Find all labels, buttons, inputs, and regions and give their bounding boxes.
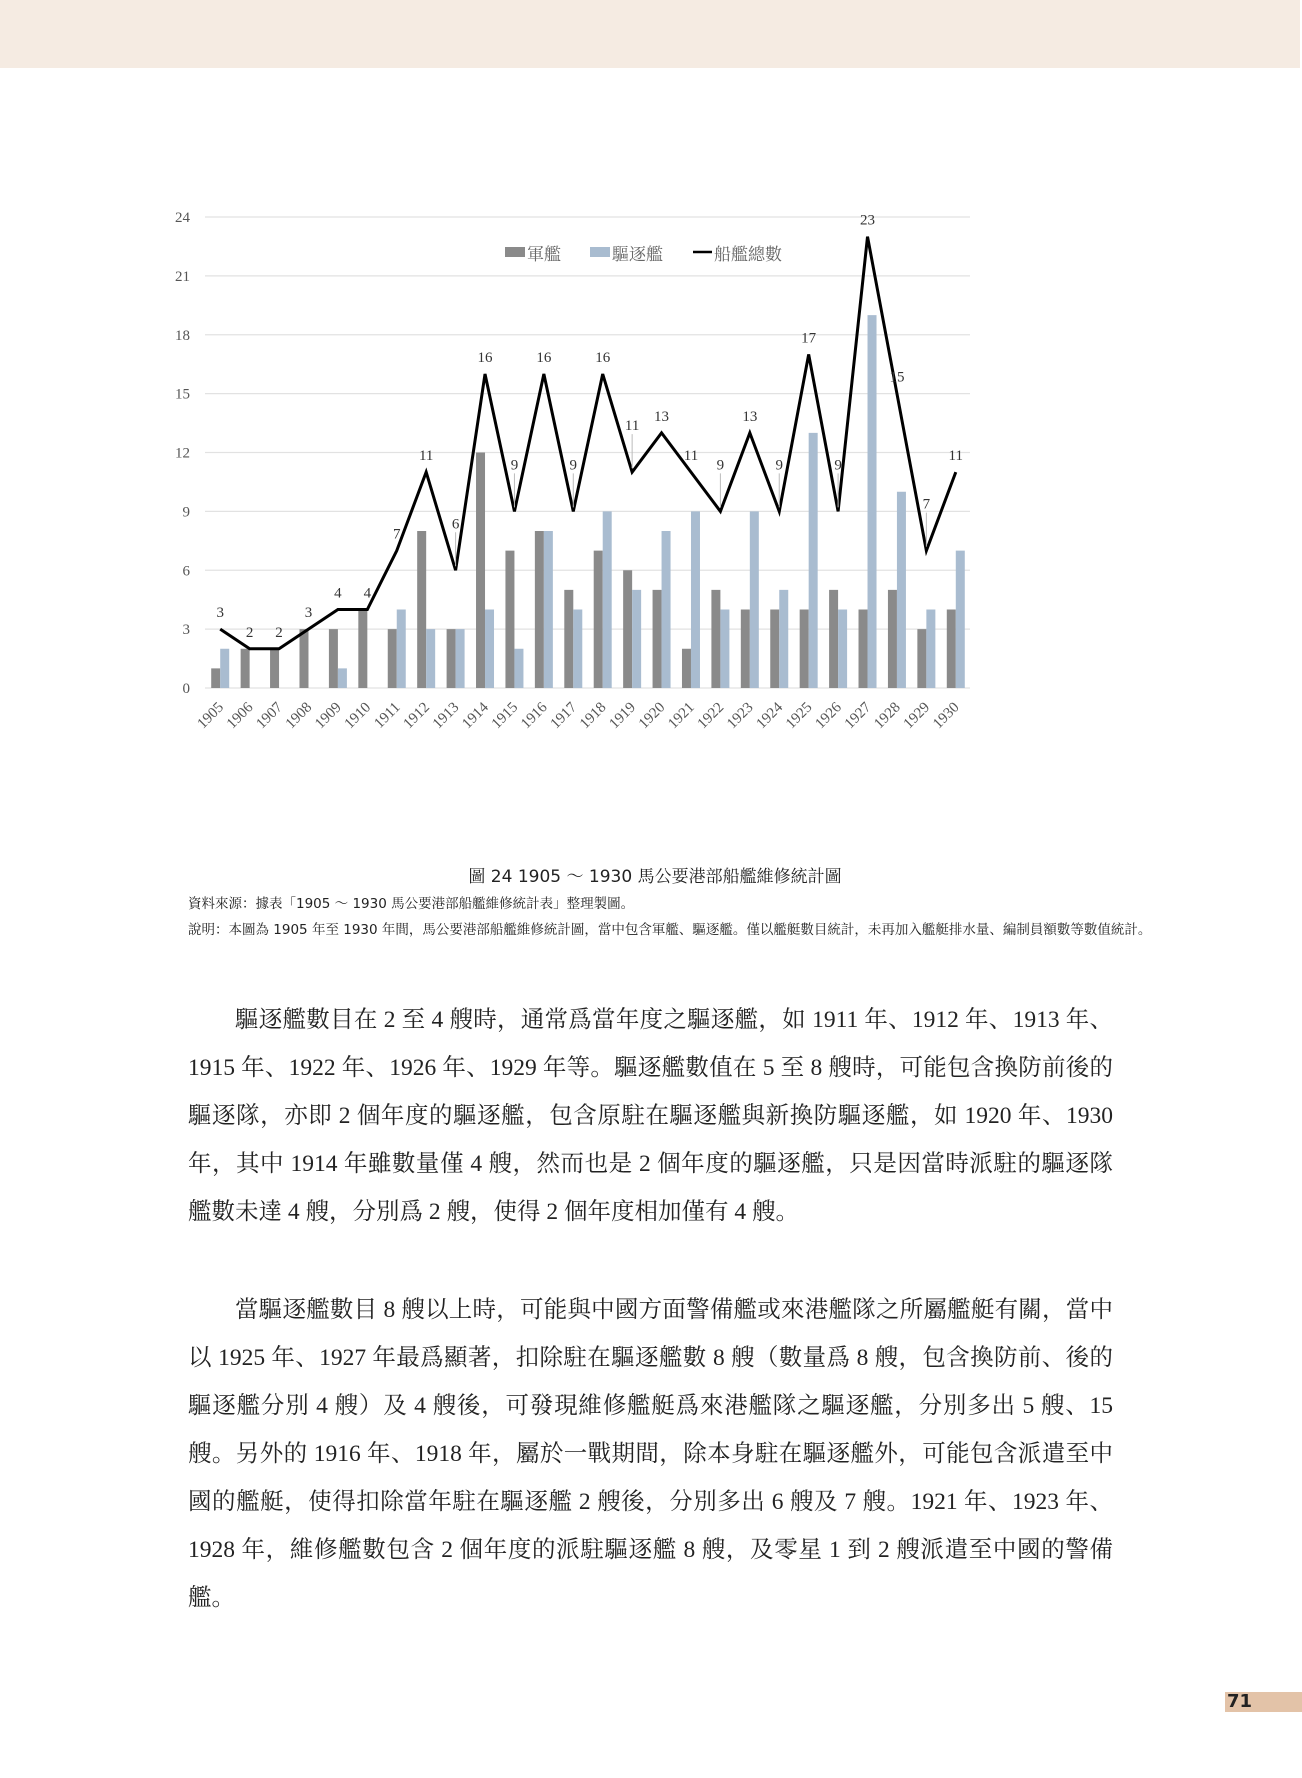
y-tick-label: 24 bbox=[175, 210, 190, 226]
data-label: 11 bbox=[418, 448, 434, 465]
x-tick-label: 1906 bbox=[223, 699, 257, 733]
legend-label-total: 船艦總數 bbox=[714, 245, 782, 265]
y-tick-label: 15 bbox=[175, 386, 190, 403]
bar-destroyer bbox=[514, 649, 523, 688]
chart-canvas bbox=[175, 210, 1130, 855]
data-label: 3 bbox=[304, 605, 313, 622]
x-tick-label: 1928 bbox=[871, 699, 904, 733]
data-label: 7 bbox=[393, 526, 401, 543]
bar-warship bbox=[711, 590, 720, 688]
bar-destroyer bbox=[544, 531, 553, 688]
x-tick-label: 1924 bbox=[753, 699, 787, 733]
bar-warship bbox=[447, 629, 456, 688]
data-label: 16 bbox=[536, 350, 552, 366]
x-tick-label: 1923 bbox=[724, 699, 757, 733]
y-tick-label: 0 bbox=[182, 681, 190, 697]
figure-description: 說明：本圖為 1905 年至 1930 年間，馬公要港部船艦維修統計圖，當中包含軍艦、驅逐艦。僅以艦艇數目統計，未再加入艦艇排水量、編制員額數等數值統計。 bbox=[188, 922, 1152, 938]
x-tick-label: 1922 bbox=[694, 699, 728, 733]
x-tick-label: 1911 bbox=[371, 699, 404, 732]
legend-swatch-warship bbox=[505, 247, 525, 257]
legend-label-destroyer: 驅逐艦 bbox=[612, 245, 663, 265]
bar-warship bbox=[682, 649, 691, 688]
total-series-line bbox=[220, 237, 956, 649]
bar-warship bbox=[770, 610, 779, 689]
bar-warship bbox=[211, 668, 220, 688]
figure-source: 資料來源：據表「1905 ～ 1930 馬公要港部船艦維修統計表」整理製圖。 bbox=[188, 896, 635, 912]
bar-destroyer bbox=[779, 590, 788, 688]
bar-warship bbox=[358, 610, 367, 689]
body-paragraph-1 bbox=[188, 996, 1113, 1236]
data-label: 16 bbox=[595, 350, 611, 366]
data-label: 15 bbox=[889, 369, 905, 386]
x-axis-ticks bbox=[195, 699, 963, 732]
bar-warship bbox=[241, 649, 250, 688]
bar-warship bbox=[505, 551, 514, 688]
x-tick-label: 1918 bbox=[577, 699, 610, 733]
bar-warship bbox=[388, 629, 397, 688]
x-tick-label: 1909 bbox=[312, 699, 345, 733]
bar-destroyer bbox=[338, 668, 347, 688]
y-axis-ticks bbox=[175, 210, 191, 697]
x-tick-label: 1919 bbox=[606, 699, 639, 733]
data-labels bbox=[216, 213, 963, 641]
bar-destroyer bbox=[897, 492, 906, 688]
bar-warship bbox=[594, 551, 603, 688]
data-label: 2 bbox=[245, 624, 254, 641]
data-label: 11 bbox=[948, 448, 964, 465]
bar-destroyer bbox=[426, 629, 435, 688]
gridlines bbox=[205, 217, 970, 688]
legend-label-warship: 軍艦 bbox=[527, 245, 561, 265]
data-label: 4 bbox=[334, 585, 342, 602]
y-tick-label: 9 bbox=[182, 504, 190, 521]
y-tick-label: 3 bbox=[182, 622, 190, 639]
data-label: 9 bbox=[834, 457, 842, 474]
y-tick-label: 18 bbox=[175, 327, 190, 344]
bar-destroyer bbox=[397, 610, 406, 689]
chart-legend bbox=[505, 244, 782, 265]
data-label: 3 bbox=[216, 605, 224, 622]
bar-warship bbox=[653, 590, 662, 688]
bar-warship bbox=[329, 629, 338, 688]
data-label: 11 bbox=[624, 418, 640, 435]
bar-warship bbox=[859, 610, 868, 689]
x-tick-label: 1921 bbox=[665, 699, 698, 733]
data-label: 11 bbox=[683, 448, 699, 465]
x-tick-label: 1916 bbox=[518, 699, 551, 733]
data-label: 23 bbox=[860, 212, 876, 229]
paragraph-text: 當驅逐艦數目 8 艘以上時，可能與中國方面警備艦或來港艦隊之所屬艦艇有關，當中以 1925 年、1927 年最爲顯著，扣除駐在驅逐艦數 8 艘（數量爲 8 艘，包含換防前、後的驅逐艦分別 4 艘）及 4 艘後，可發現維修艦艇爲來港艦隊之驅逐艦，分別多出 5 艘、15 艘。另外的 1916 年、1918 年，屬於一戰期間，除本身駐在驅逐艦外，可能包含派遣至中國的艦艇，使得扣除當年駐在驅逐艦 2 艘後，分別多出 6 艘及 7 艘。1921 年、1923 年、1928 年，維修艦數包含 2 個年度的派駐驅逐艦 8 艘，及零星 1 到 2 艘派遣至中國的警備艦。 bbox=[188, 1297, 1113, 1611]
x-tick-label: 1927 bbox=[841, 699, 875, 733]
y-tick-label: 21 bbox=[175, 268, 190, 285]
bar-destroyer bbox=[809, 433, 818, 688]
x-tick-label: 1910 bbox=[341, 699, 375, 733]
x-tick-label: 1908 bbox=[282, 699, 316, 733]
bar-warship bbox=[476, 453, 485, 689]
body-paragraph-2 bbox=[188, 1286, 1113, 1622]
x-tick-label: 1920 bbox=[635, 699, 669, 733]
bar-destroyer bbox=[956, 551, 965, 688]
header-band bbox=[0, 0, 1300, 68]
ship-repair-chart bbox=[175, 210, 1130, 855]
data-label: 13 bbox=[654, 408, 670, 425]
data-label: 9 bbox=[716, 457, 725, 474]
bar-destroyer bbox=[662, 531, 671, 688]
bar-warship bbox=[564, 590, 573, 688]
y-tick-label: 6 bbox=[182, 563, 190, 580]
page-number: 71 bbox=[1225, 1692, 1302, 1712]
bar-destroyer bbox=[485, 610, 494, 689]
data-label: 6 bbox=[451, 516, 460, 533]
x-tick-label: 1912 bbox=[400, 699, 434, 733]
bar-warship bbox=[741, 610, 750, 689]
bar-destroyer bbox=[573, 610, 582, 689]
bar-destroyer bbox=[720, 610, 729, 689]
x-tick-label: 1907 bbox=[253, 699, 286, 733]
x-tick-label: 1905 bbox=[194, 699, 228, 733]
bar-warship bbox=[299, 629, 308, 688]
data-label: 7 bbox=[922, 496, 931, 513]
paragraph-text: 驅逐艦數目在 2 至 4 艘時，通常爲當年度之驅逐艦，如 1911 年、1912 年、1913 年、1915 年、1922 年、1926 年、1929 年等。驅逐艦數值在 5 至 8 艘時，可能包含換防前後的驅逐隊，亦即 2 個年度的驅逐艦，包含原駐在驅逐艦與新換防驅逐艦，如 1920 年、1930 年，其中 1914 年雖數量僅 4 艘，然而也是 2 個年度的驅逐艦，只是因當時派駐的驅逐隊艦數未達 4 艘，分別爲 2 艘，使得 2 個年度相加僅有 4 艘。 bbox=[188, 1007, 1113, 1225]
bar-warship bbox=[535, 531, 544, 688]
data-label: 9 bbox=[510, 457, 519, 474]
x-tick-label: 1925 bbox=[782, 699, 816, 733]
x-tick-label: 1917 bbox=[547, 699, 581, 733]
bar-destroyer bbox=[632, 590, 641, 688]
bar-destroyer bbox=[456, 629, 465, 688]
x-tick-label: 1929 bbox=[900, 699, 934, 733]
data-label: 17 bbox=[801, 330, 817, 347]
x-tick-label: 1914 bbox=[459, 699, 492, 733]
total-line bbox=[220, 237, 956, 649]
bar-destroyer bbox=[603, 511, 612, 688]
x-tick-label: 1930 bbox=[930, 699, 963, 733]
bar-warship bbox=[917, 629, 926, 688]
bar-warship bbox=[270, 649, 279, 688]
bar-warship bbox=[829, 590, 838, 688]
bar-destroyer bbox=[926, 610, 935, 689]
bar-warship bbox=[417, 531, 426, 688]
bar-warship bbox=[623, 570, 632, 688]
data-label: 2 bbox=[275, 624, 283, 641]
bar-destroyer bbox=[750, 511, 759, 688]
data-label: 16 bbox=[477, 350, 493, 366]
bar-warship bbox=[947, 610, 956, 689]
bar-destroyer bbox=[691, 511, 700, 688]
x-tick-label: 1926 bbox=[812, 699, 845, 733]
bar-destroyer bbox=[220, 649, 229, 688]
figure-caption: 圖 24 1905 ～ 1930 馬公要港部船艦維修統計圖 bbox=[468, 867, 842, 887]
bar-warship bbox=[888, 590, 897, 688]
y-tick-label: 12 bbox=[175, 445, 190, 462]
legend-swatch-destroyer bbox=[590, 247, 610, 257]
data-label: 4 bbox=[363, 585, 372, 602]
bar-destroyer bbox=[868, 315, 877, 688]
x-tick-label: 1913 bbox=[429, 699, 463, 733]
data-label: 9 bbox=[775, 457, 783, 474]
bar-warship bbox=[800, 610, 809, 689]
x-tick-label: 1915 bbox=[488, 699, 522, 733]
data-label: 9 bbox=[569, 457, 578, 474]
bar-destroyer bbox=[838, 610, 847, 689]
data-label: 13 bbox=[742, 408, 758, 425]
